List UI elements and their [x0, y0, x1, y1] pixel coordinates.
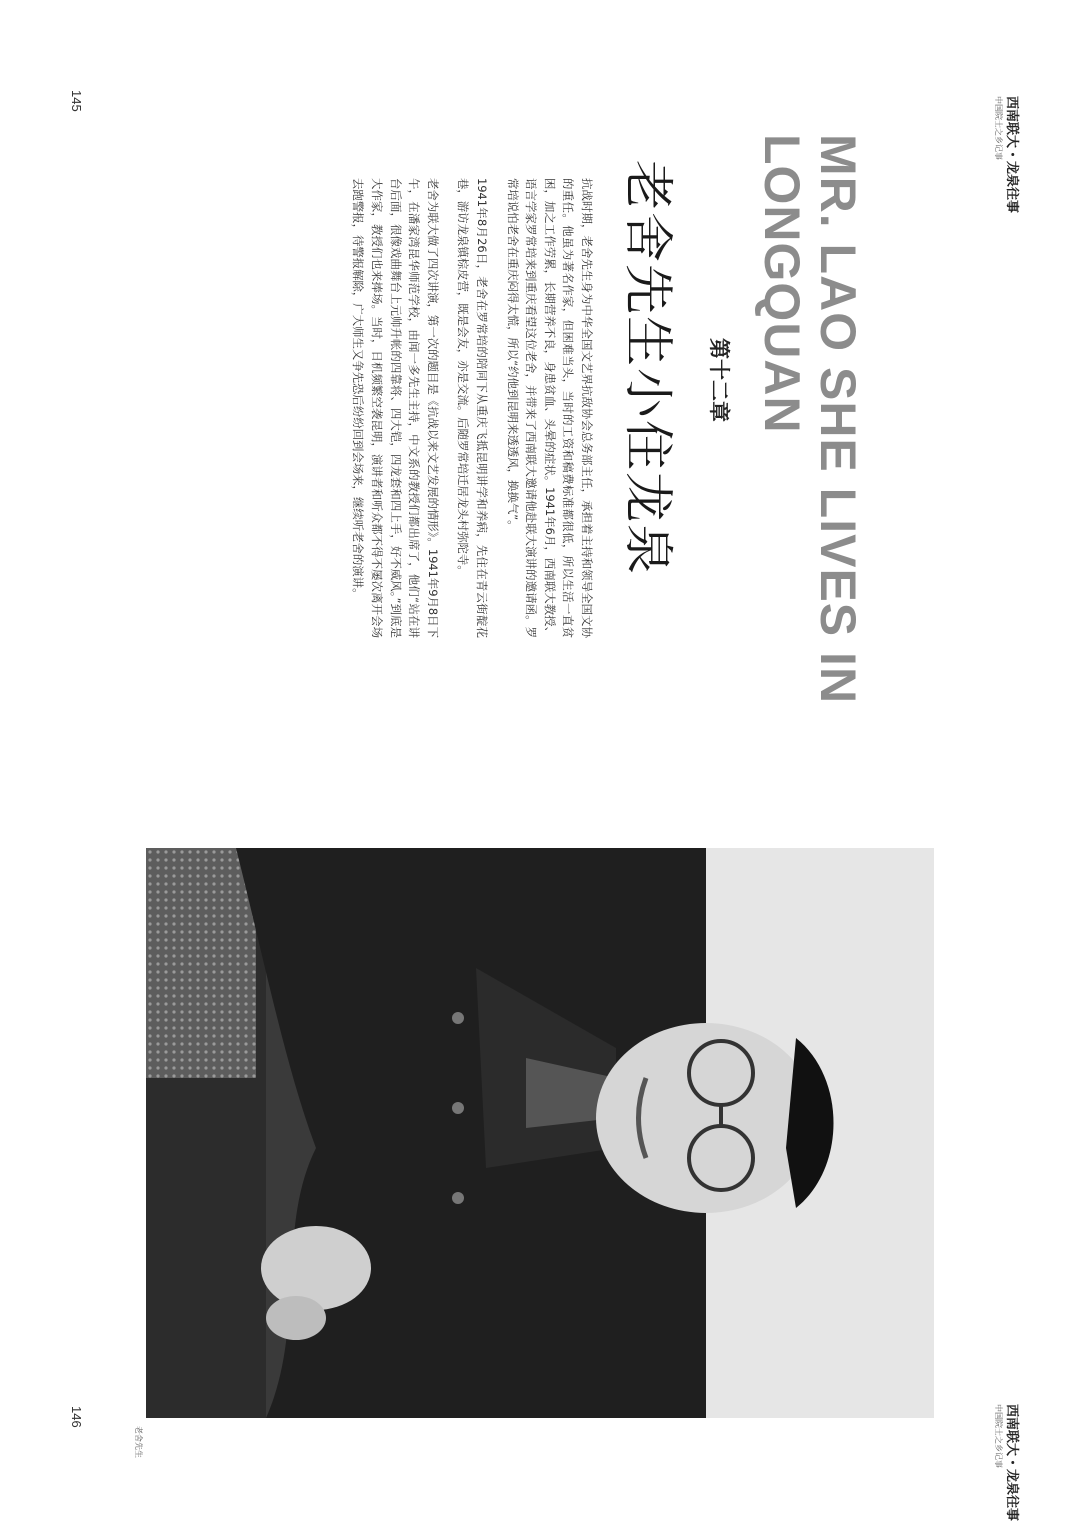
paragraph: 1941年8月26日，老舍在罗常培的陪同下从重庆飞抵昆明讲学和养病，先住在青云街靛花巷，游访龙泉镇棕皮营，既是会友，亦是交流。后随罗常培迁居龙头村弥陀寺。 — [456, 178, 490, 638]
page-number-right: 146 — [69, 1406, 84, 1428]
header-series-subtitle: 中国院士之乡记事 — [994, 1404, 1003, 1468]
title-english-line2: LONGQUAN — [754, 134, 810, 434]
chapter-label: 第十二章 — [707, 338, 731, 422]
paragraph: 老舍为联大做了四次讲演，第一次的题目是《抗战以来文艺发展的情形》。1941年9月8日下午，在潘家湾昆华师范学校，由闻一多先生主持，中文系的教授们都出席了，他们“站在讲台后面，很像戏曲舞台上元帅升帐的四靠将、四大铠，四龙套和四上手，好不威风。”到底是大作家，教授们也来捧场。当时，日机频繁空袭昆明，演讲者和听众都不得不屡次离开会场去跑警报，待警报解除，广大师生又争先恐后纷纷回到会场来，继续听老舍的演讲。 — [351, 178, 440, 638]
article-body — [337, 178, 596, 638]
portrait-photo — [146, 848, 934, 1418]
portrait-illustration — [146, 848, 934, 1418]
title-english-line1: MR. LAO SHE LIVES IN — [810, 134, 866, 705]
photo-caption: 老舍先生 — [134, 1426, 143, 1458]
running-header-bottom — [994, 1404, 1018, 1521]
header-series-subtitle: 中国院士之乡记事 — [994, 96, 1003, 160]
title-chinese: 老舍先生小住龙泉 — [619, 160, 677, 576]
header-series-title: 西南联大・龙泉往事 — [1004, 96, 1019, 214]
page-number-left: 145 — [69, 90, 84, 112]
running-header-top — [994, 96, 1018, 213]
header-series-title: 西南联大・龙泉往事 — [1004, 1404, 1019, 1521]
title-english — [754, 134, 866, 704]
paragraph: 抗战时期，老舍先生身为中华全国文艺界抗敌协会总务部主任，承担着主持和领导全国文协的重任。他虽为著名作家，但困难当头，当时的工资和稿费标准都很低，所以生活一直贫困，加之工作劳累，长期营养不良，身患贫血、头晕的症状。1941年6月，西南联大教授、语言学家罗常培来到重庆看望这位老舍，并带来了西南联大邀请他赴联大演讲的邀请函。罗常培说怕老舍在重庆闷得太慌，所以“约他到昆明来透透风，换换气”。 — [505, 178, 594, 638]
